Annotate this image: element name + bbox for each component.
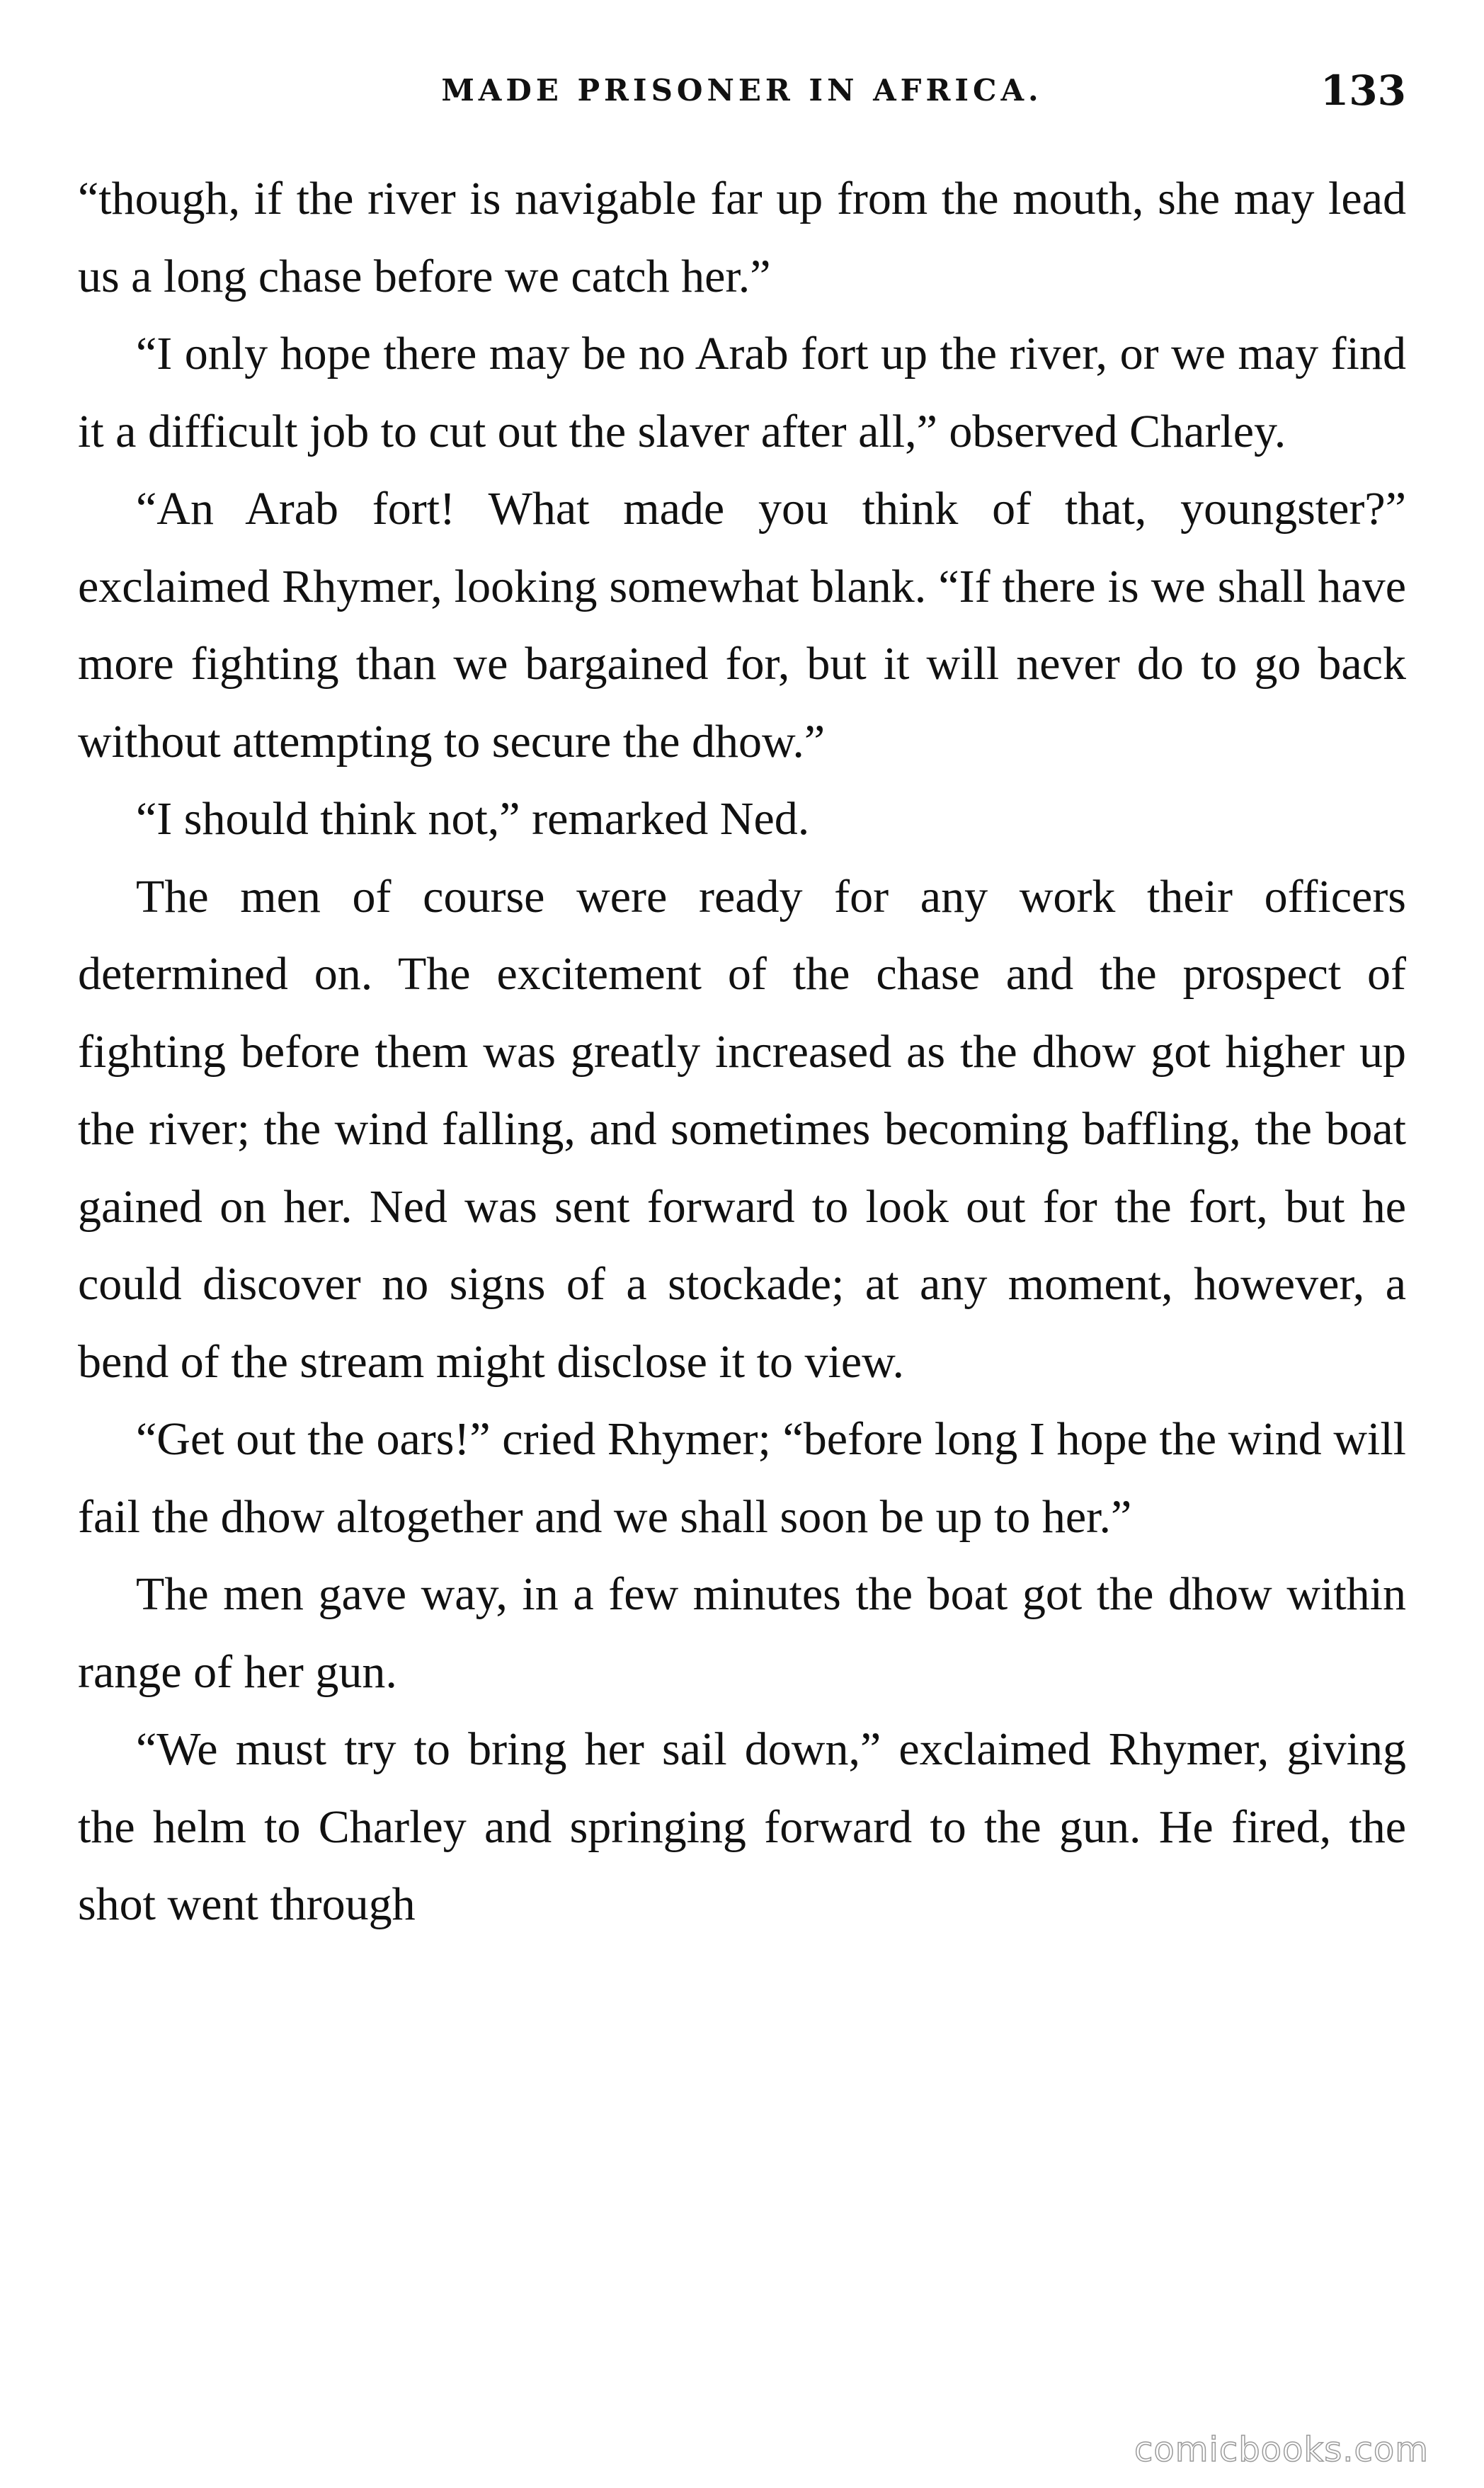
page-number: 133 [1320,67,1406,115]
paragraph-rhymer-reply: “An Arab fort! What made you think of that, youngster?” exclaimed Rhymer, looking somewhat blank. “If there is we shall have more fighting than we bargained for, but it will never do to go back without attempting to secure the dhow.” [78,483,1406,767]
running-title: MADE PRISONER IN AFRICA. [441,73,1043,108]
watermark: comicbooks.com [1134,2430,1429,2470]
running-head [78,62,1406,119]
paragraph-continued: “though, if the river is navigable far up from the mouth, she may lead us a long chase before we catch her.” [78,173,1406,302]
paragraph-ned-remark: “I should think not,” remarked Ned. [136,793,810,845]
paragraph-oars-order: “Get out the oars!” cried Rhymer; “before long I hope the wind will fail the dhow altogether and we shall soon be up to her.” [78,1413,1406,1543]
paragraph-within-range: The men gave way, in a few minutes the boat got the dhow within range of her gun. [78,1568,1406,1698]
paragraph-the-chase: The men of course were ready for any work their officers determined on. The excitement of the chase and the prospect of fighting before them was greatly increased as the dhow got higher up the river; the wind falling, and sometimes becoming baffling, the boat gained on her. Ned was sent forward to look out for the fort, but he could discover no signs of a stockade; at any moment, however, a bend of the stream might disclose it to view. [78,870,1406,1388]
paragraph-firing-gun: “We must try to bring her sail down,” exclaimed Rhymer, giving the helm to Charley and springing forward to the gun. He fired, the shot went through [78,1723,1406,1930]
paragraph-charley-arab-fort: “I only hope there may be no Arab fort up the river, or we may find it a difficult job to cut out the slaver after all,” observed Charley. [78,328,1406,457]
body-text [78,160,1406,1944]
